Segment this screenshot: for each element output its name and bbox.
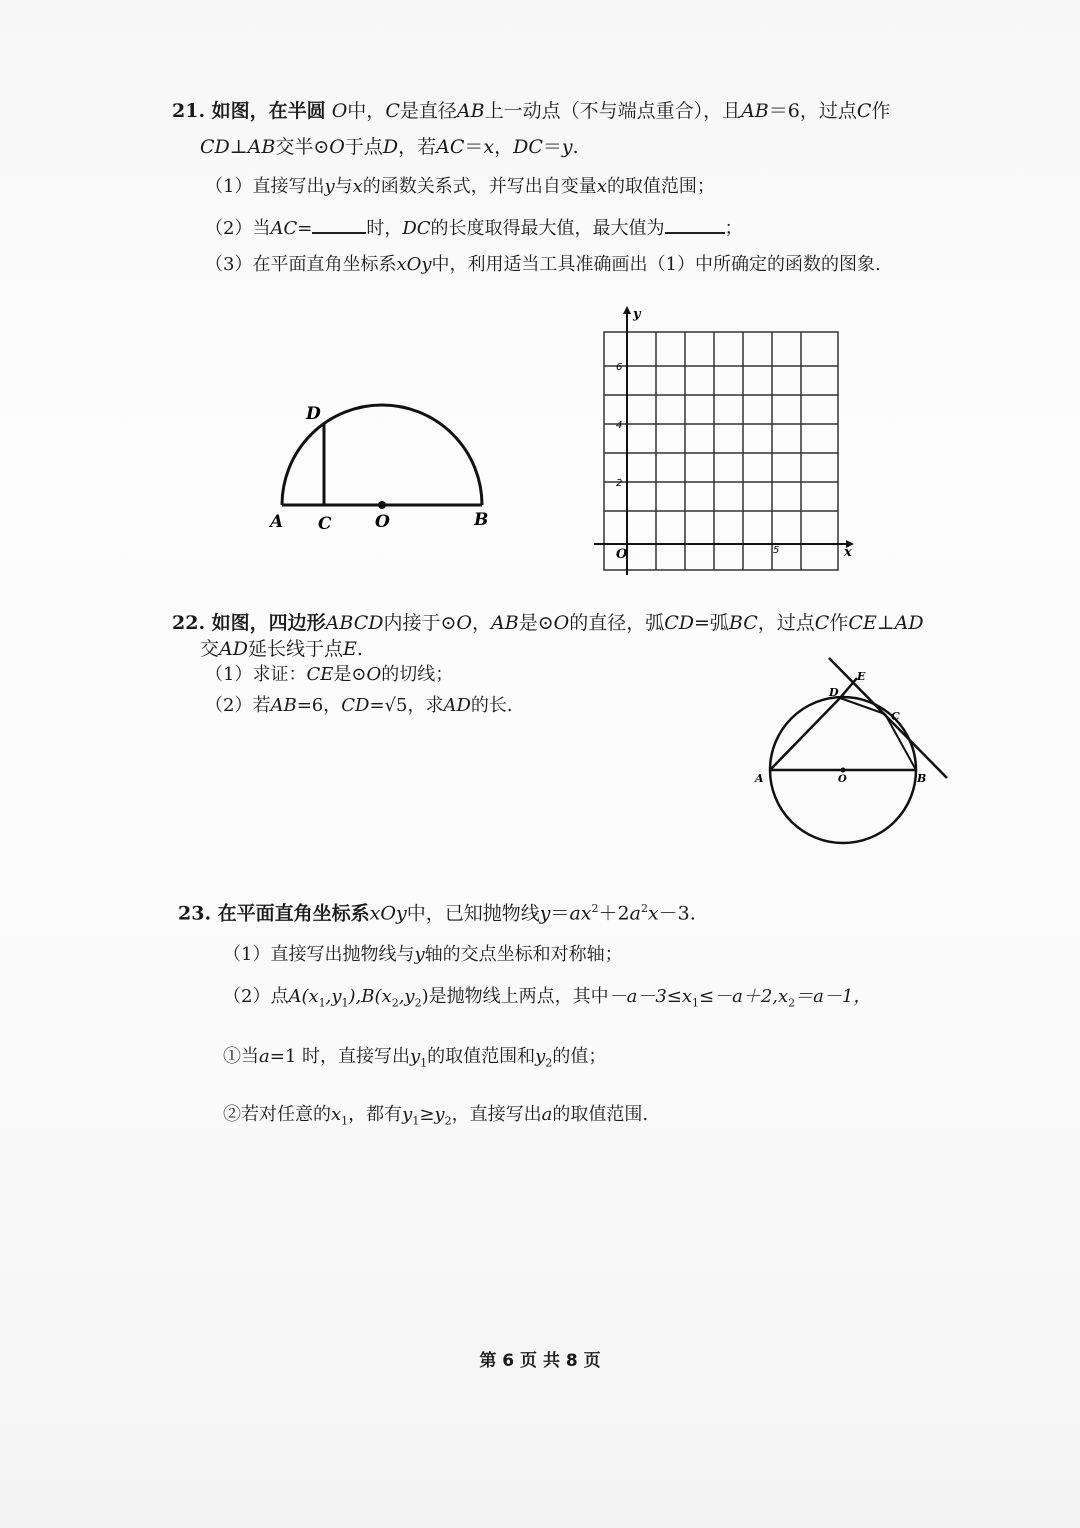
q21-line1: 21. 如图，在半圆 O中，C是直径AB上一动点（不与端点重合），且AB＝6，过点C作 — [172, 100, 891, 122]
tick-2: 2 — [616, 478, 623, 489]
x-axis-label: x — [844, 545, 852, 560]
answer-blank-ac[interactable] — [312, 216, 366, 234]
answer-blank-max[interactable] — [665, 216, 725, 234]
label-c: C — [318, 514, 332, 534]
q21-part2: （2）当AC= 时，DC的长度取得最大值，最大值为 ； — [205, 218, 743, 239]
tick-4: 4 — [616, 420, 623, 431]
q23-line1: 23. 在平面直角坐标系xOy中，已知抛物线$y=ax^2+2a^2x-3$. — [178, 902, 696, 925]
semicircle-figure — [260, 395, 500, 535]
y-axis-label: y — [633, 307, 641, 322]
origin-label: O — [616, 547, 628, 562]
center-point-o — [378, 501, 386, 509]
tangent-line-ce — [829, 658, 947, 778]
q23-part1: （1）直接写出抛物线与y轴的交点坐标和对称轴； — [223, 944, 623, 965]
label-a: A — [755, 772, 764, 785]
q21-text: 21. 如图，在半圆 — [172, 100, 326, 122]
coordinate-grid[interactable] — [590, 300, 870, 580]
label-c: C — [891, 710, 900, 723]
label-a: A — [270, 512, 284, 532]
grid-border — [604, 332, 838, 570]
y-axis-arrow-icon — [623, 306, 631, 314]
circle-quadrilateral-figure — [745, 650, 960, 845]
q23-subpart1: ①当a=1 时，直接写出$y_1$的取值范围和$y_2$的值； — [223, 1046, 607, 1070]
q21-part1: （1）直接写出y与x的函数关系式，并写出自变量x的取值范围； — [205, 176, 715, 197]
segment-de-extension — [840, 678, 857, 698]
grid-lines — [604, 332, 838, 570]
q22-line1: 22. 如图，四边形ABCD内接于⊙O，AB是⊙O的直径，弧CD=弧BC，过点C作CE⊥AD — [172, 612, 924, 634]
label-d: D — [829, 686, 839, 699]
label-e: E — [857, 670, 866, 683]
q22-part1: （1）求证：CE是⊙O的切线； — [205, 664, 454, 685]
q21-part3: （3）在平面直角坐标系xOy中，利用适当工具准确画出（1）中所确定的函数的图象. — [205, 254, 881, 275]
label-b: B — [917, 772, 927, 785]
q21-line2: CD⊥AB交半⊙O于点D，若AC＝x，DC＝y. — [200, 136, 579, 158]
label-b: B — [474, 510, 489, 530]
label-d: D — [306, 404, 321, 424]
q22-part2: （2）若AB=6，CD=√5，求AD的长. — [205, 695, 513, 716]
tick-x: 5 — [773, 545, 780, 556]
center-point-o — [841, 768, 846, 773]
q23-part2: （2）点$A(x_1,y_1),B(x_2,y_2)$是抛物线上两点，其中$-a-3\le x_1\le-a+2,x_2=a-1$， — [223, 986, 872, 1010]
q22-line2: 交AD延长线于点E. — [200, 638, 363, 660]
tick-6: 6 — [616, 362, 623, 373]
label-o: O — [838, 774, 847, 785]
label-o: O — [375, 512, 390, 532]
page-footer: 第 6 页 共 8 页 — [479, 1351, 601, 1371]
q23-subpart2: ②若对任意的$x_1$，都有$y_1\ge y_2$，直接写出a的取值范围. — [223, 1104, 649, 1128]
